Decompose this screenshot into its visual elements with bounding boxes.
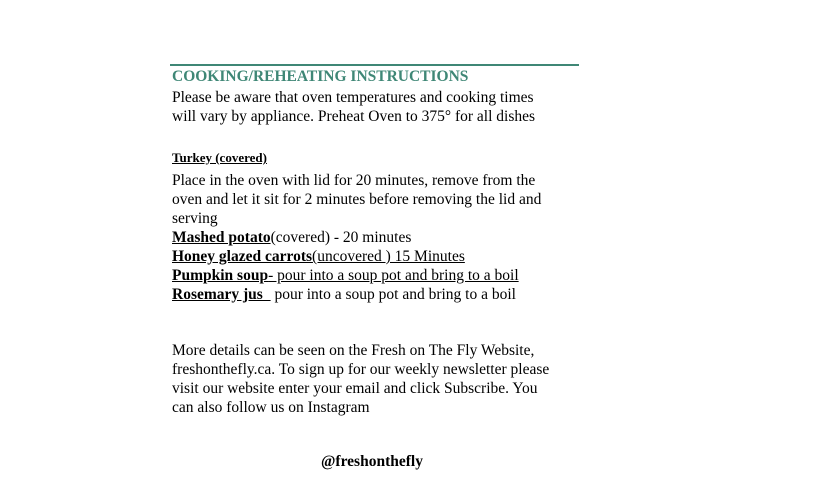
turkey-line-1: Place in the oven with lid for 20 minutes, remove from the <box>172 172 536 189</box>
instructions-heading: COOKING/REHEATING INSTRUCTIONS <box>172 68 469 85</box>
item-detail: - pour into a soup pot and bring to a boil <box>268 267 519 284</box>
item-rosemary-jus <box>172 285 516 304</box>
details-line-4: can also follow us on Instagram <box>172 399 370 416</box>
turkey-title: Turkey (covered) <box>172 150 267 165</box>
item-name: Mashed potato <box>172 229 271 246</box>
item-detail: pour into a soup pot and bring to a boil <box>270 286 516 303</box>
item-name: Rosemary jus <box>172 286 271 303</box>
item-honey-glazed-carrots <box>172 247 465 266</box>
heading-rule <box>170 64 579 66</box>
item-name: Pumpkin soup <box>172 267 269 284</box>
turkey-line-2: oven and let it sit for 2 minutes before removing the lid and <box>172 191 542 208</box>
item-pumpkin-soup <box>172 266 519 285</box>
item-detail: (uncovered ) 15 Minutes <box>312 248 465 265</box>
details-line-1: More details can be seen on the Fresh on The Fly Website, <box>172 342 535 359</box>
details-line-3: visit our website enter your email and click Subscribe. You <box>172 380 538 397</box>
instagram-handle: @freshonthefly <box>321 453 423 470</box>
intro-line-2: will vary by appliance. Preheat Oven to 375° for all dishes <box>172 108 536 125</box>
turkey-line-3: serving <box>172 210 218 227</box>
details-line-2: freshonthefly.ca. To sign up for our weekly newsletter please <box>172 361 550 378</box>
intro-line-1: Please be aware that oven temperatures and cooking times <box>172 89 534 106</box>
item-name: Honey glazed carrots <box>172 248 313 265</box>
item-detail: (covered) - 20 minutes <box>270 229 412 246</box>
item-mashed-potato <box>172 228 411 247</box>
